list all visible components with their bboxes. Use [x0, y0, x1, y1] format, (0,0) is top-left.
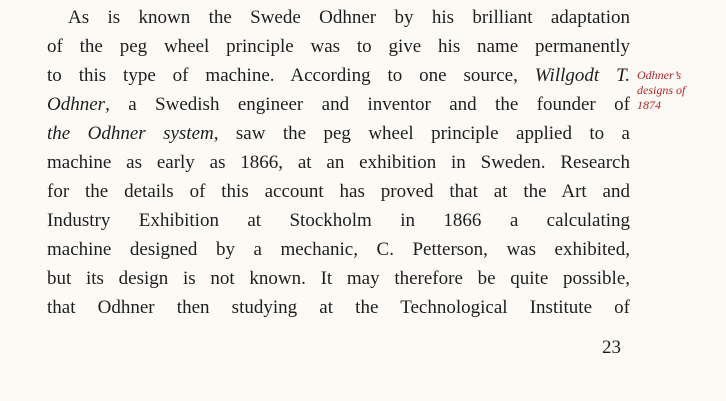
body-paragraph — [47, 3, 630, 322]
text-line-8: Industry Exhibition at Stockholm in 1866 a calculating — [47, 210, 630, 231]
text-line-3: to this type of machine. According to one source, Willgodt T. — [47, 65, 630, 86]
italic-term: the Odhner system — [47, 123, 214, 144]
italic-name: Odhner — [47, 94, 106, 115]
text-line-9: machine designed by a mechanic, C. Petterson, was exhibited, — [47, 239, 630, 260]
text-line-4: Odhner, a Swedish engineer and inventor and the founder of — [47, 94, 630, 115]
page-number: 23 — [602, 337, 621, 358]
margin-note-line: 1874 — [637, 98, 661, 112]
margin-note-line: designs of — [637, 83, 686, 97]
italic-name: Willgodt T. — [534, 65, 630, 86]
text-line-1: As is known the Swede Odhner by his brilliant adaptation — [68, 7, 630, 28]
text-line-6: machine as early as 1866, at an exhibition in Sweden. Research — [47, 152, 630, 173]
text-line-11: that Odhner then studying at the Technological Institute of — [47, 297, 630, 318]
text-line-5: the Odhner system, saw the peg wheel principle applied to a — [47, 123, 630, 144]
margin-note-line: Odhner’s — [637, 68, 682, 82]
margin-note — [637, 68, 717, 113]
text-line-2: of the peg wheel principle was to give his name permanently — [47, 36, 630, 57]
text-line-10: but its design is not known. It may therefore be quite possible, — [47, 268, 630, 289]
text-line-7: for the details of this account has proved that at the Art and — [47, 181, 630, 202]
